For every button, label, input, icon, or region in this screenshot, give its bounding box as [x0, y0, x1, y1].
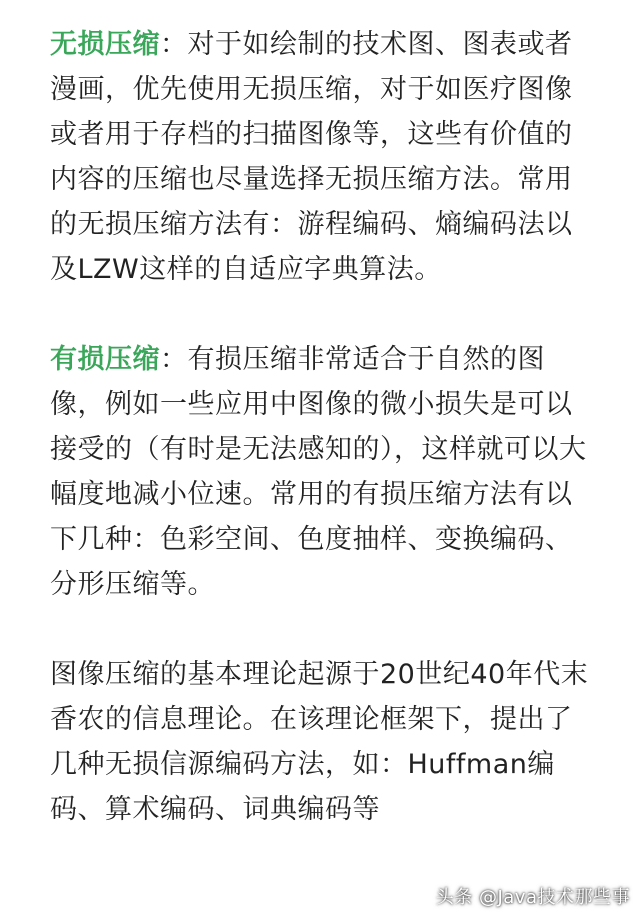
paragraph-lossy-text: ：有损压缩非常适合于自然的图像，例如一些应用中图像的微小损失是可以接受的（有时是无法感知的），这样就可以大幅度地减小位速。常用的有损压缩方法有以下几种：色彩空间、色度抽样、变换编码、分形压缩等。 — [50, 344, 587, 600]
source-watermark: 头条 @Java技术那些事 — [435, 887, 630, 908]
article-body — [50, 22, 595, 832]
paragraph-lossless-text: ：对于如绘制的技术图、图表或者漫画，优先使用无损压缩，对于如医疗图像或者用于存档的扫描图像等，这些有价值的内容的压缩也尽量选择无损压缩方法。常用的无损压缩方法有：游程编码、熵编码法以及LZW这样的自适应字典算法。 — [50, 29, 573, 285]
paragraph-theory — [50, 652, 595, 832]
term-lossless-compression: 无损压缩 — [50, 29, 160, 60]
paragraph-theory-text: 图像压缩的基本理论起源于20世纪40年代末香农的信息理论。在该理论框架下，提出了几种无损信源编码方法，如：Huffman编码、算术编码、词典编码等 — [50, 659, 589, 825]
paragraph-lossless — [50, 22, 595, 292]
paragraph-lossy — [50, 337, 595, 607]
term-lossy-compression: 有损压缩 — [50, 344, 160, 375]
